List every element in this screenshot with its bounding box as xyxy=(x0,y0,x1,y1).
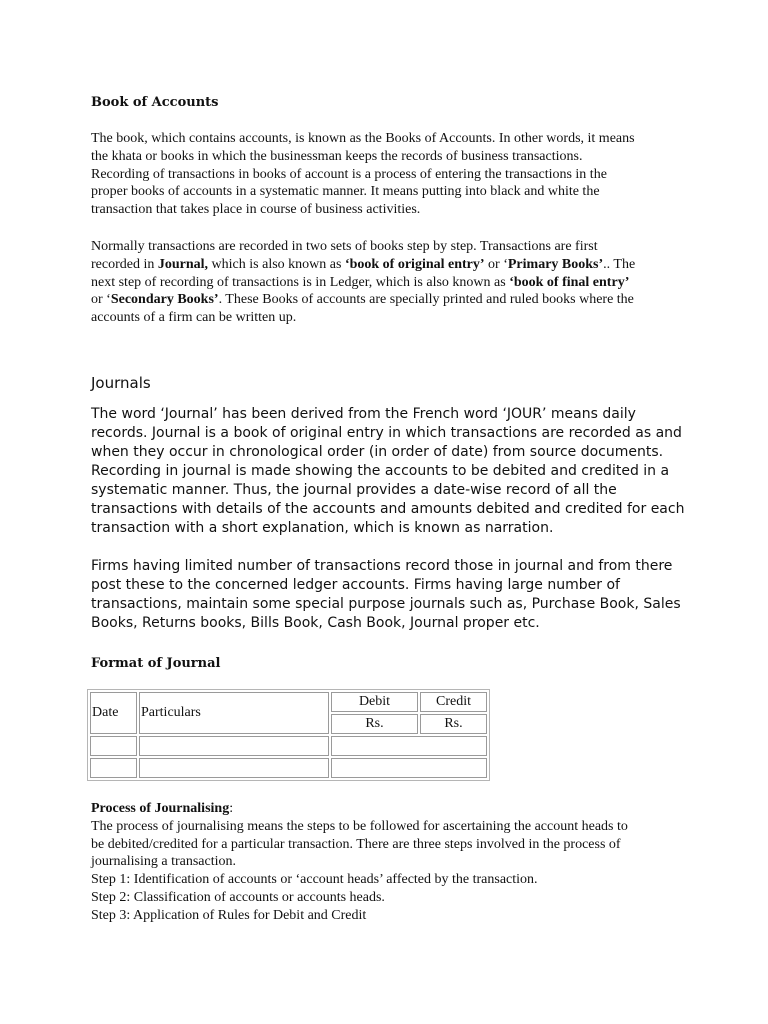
table-cell xyxy=(331,758,487,778)
book-of-accounts-paragraph-2 xyxy=(91,238,681,327)
term-book-of-final-entry: ‘book of final entry’ xyxy=(509,274,630,290)
table-row xyxy=(90,692,487,712)
book-of-accounts-paragraph-1 xyxy=(91,130,681,219)
column-subheader-debit-rs: Rs. xyxy=(331,714,418,734)
text-line: The word ‘Journal’ has been derived from the French word ‘JOUR’ means daily xyxy=(91,406,636,422)
column-header-date: Date xyxy=(90,692,137,734)
term-book-of-original-entry: ‘book of original entry’ xyxy=(344,256,485,272)
step-1: Step 1: Identification of accounts or ‘account heads’ affected by the transaction. xyxy=(91,872,538,888)
text-line: post these to the concerned ledger accounts. Firms having large number of xyxy=(91,577,620,593)
text-line: recorded in Journal, which is also known as ‘book of original entry’ or ‘Primary Books’.. The xyxy=(91,256,636,272)
section-title-process-of-journalising: Process of Journalising xyxy=(91,801,230,816)
step-2: Step 2: Classification of accounts or accounts heads. xyxy=(91,889,385,905)
term-secondary-books: Secondary Books’ xyxy=(110,292,219,308)
text-line: transactions with details of the accounts and amounts debited and credited for each xyxy=(91,501,685,517)
column-header-debit: Debit xyxy=(331,692,418,712)
text-line: Normally transactions are recorded in two sets of books step by step. Transactions are first xyxy=(91,239,598,254)
text-line: Books, Returns books, Bills Book, Cash Book, Journal proper etc. xyxy=(91,615,540,631)
text-line: accounts of a firm can be written up. xyxy=(91,310,297,326)
journals-paragraph-1 xyxy=(91,405,691,538)
text-line: transaction that takes place in course of business activities. xyxy=(91,202,421,218)
text-line: transaction with a short explanation, which is known as narration. xyxy=(91,520,554,536)
process-title-line: Process of Journalising: xyxy=(91,801,234,816)
table-row xyxy=(90,758,487,778)
table-cell xyxy=(139,736,329,756)
text-line: transactions, maintain some special purpose journals such as, Purchase Book, Sales xyxy=(91,596,681,612)
term-journal: Journal, xyxy=(157,256,209,272)
section-title-journals: Journals xyxy=(91,374,151,392)
text-line: Recording in journal is made showing the accounts to be debited and credited in a xyxy=(91,463,670,479)
text-line: the khata or books in which the businessman keeps the records of business transactions. xyxy=(91,148,583,164)
step-3: Step 3: Application of Rules for Debit and Credit xyxy=(91,907,367,923)
text-line: Recording of transactions in books of account is a process of entering the transactions in the xyxy=(91,166,607,182)
text-line: Firms having limited number of transactions record those in journal and from there xyxy=(91,558,673,574)
term-primary-books: Primary Books’ xyxy=(507,256,604,272)
text-line: proper books of accounts in a systematic manner. It means putting into black and white the xyxy=(91,184,600,200)
process-of-journalising xyxy=(91,800,681,925)
table-cell xyxy=(90,736,137,756)
text-line: next step of recording of transactions is in Ledger, which is also known as ‘book of final entry’ xyxy=(91,274,630,290)
text-line: The process of journalising means the steps to be followed for ascertaining the account heads to xyxy=(91,818,628,834)
text-line: or ‘Secondary Books’. These Books of accounts are specially printed and ruled books where the xyxy=(91,292,634,308)
text-line: when they occur in chronological order (in order of date) from source documents. xyxy=(91,444,664,460)
text-line: systematic manner. Thus, the journal provides a date-wise record of all the xyxy=(91,482,617,498)
table-cell xyxy=(331,736,487,756)
journals-paragraph-2 xyxy=(91,557,691,633)
text-line: records. Journal is a book of original entry in which transactions are recorded as and xyxy=(91,425,682,441)
text-line: journalising a transaction. xyxy=(91,854,237,870)
column-header-particulars: Particulars xyxy=(139,692,329,734)
table-row xyxy=(90,736,487,756)
section-title-format-of-journal: Format of Journal xyxy=(91,656,221,671)
section-title-book-of-accounts: Book of Accounts xyxy=(91,95,219,110)
column-subheader-credit-rs: Rs. xyxy=(420,714,487,734)
table-cell xyxy=(139,758,329,778)
table-cell xyxy=(90,758,137,778)
text-line: The book, which contains accounts, is known as the Books of Accounts. In other words, it means xyxy=(91,131,635,146)
column-header-credit: Credit xyxy=(420,692,487,712)
journal-format-table xyxy=(87,689,490,781)
text-line: be debited/credited for a particular transaction. There are three steps involved in the process of xyxy=(91,836,621,852)
